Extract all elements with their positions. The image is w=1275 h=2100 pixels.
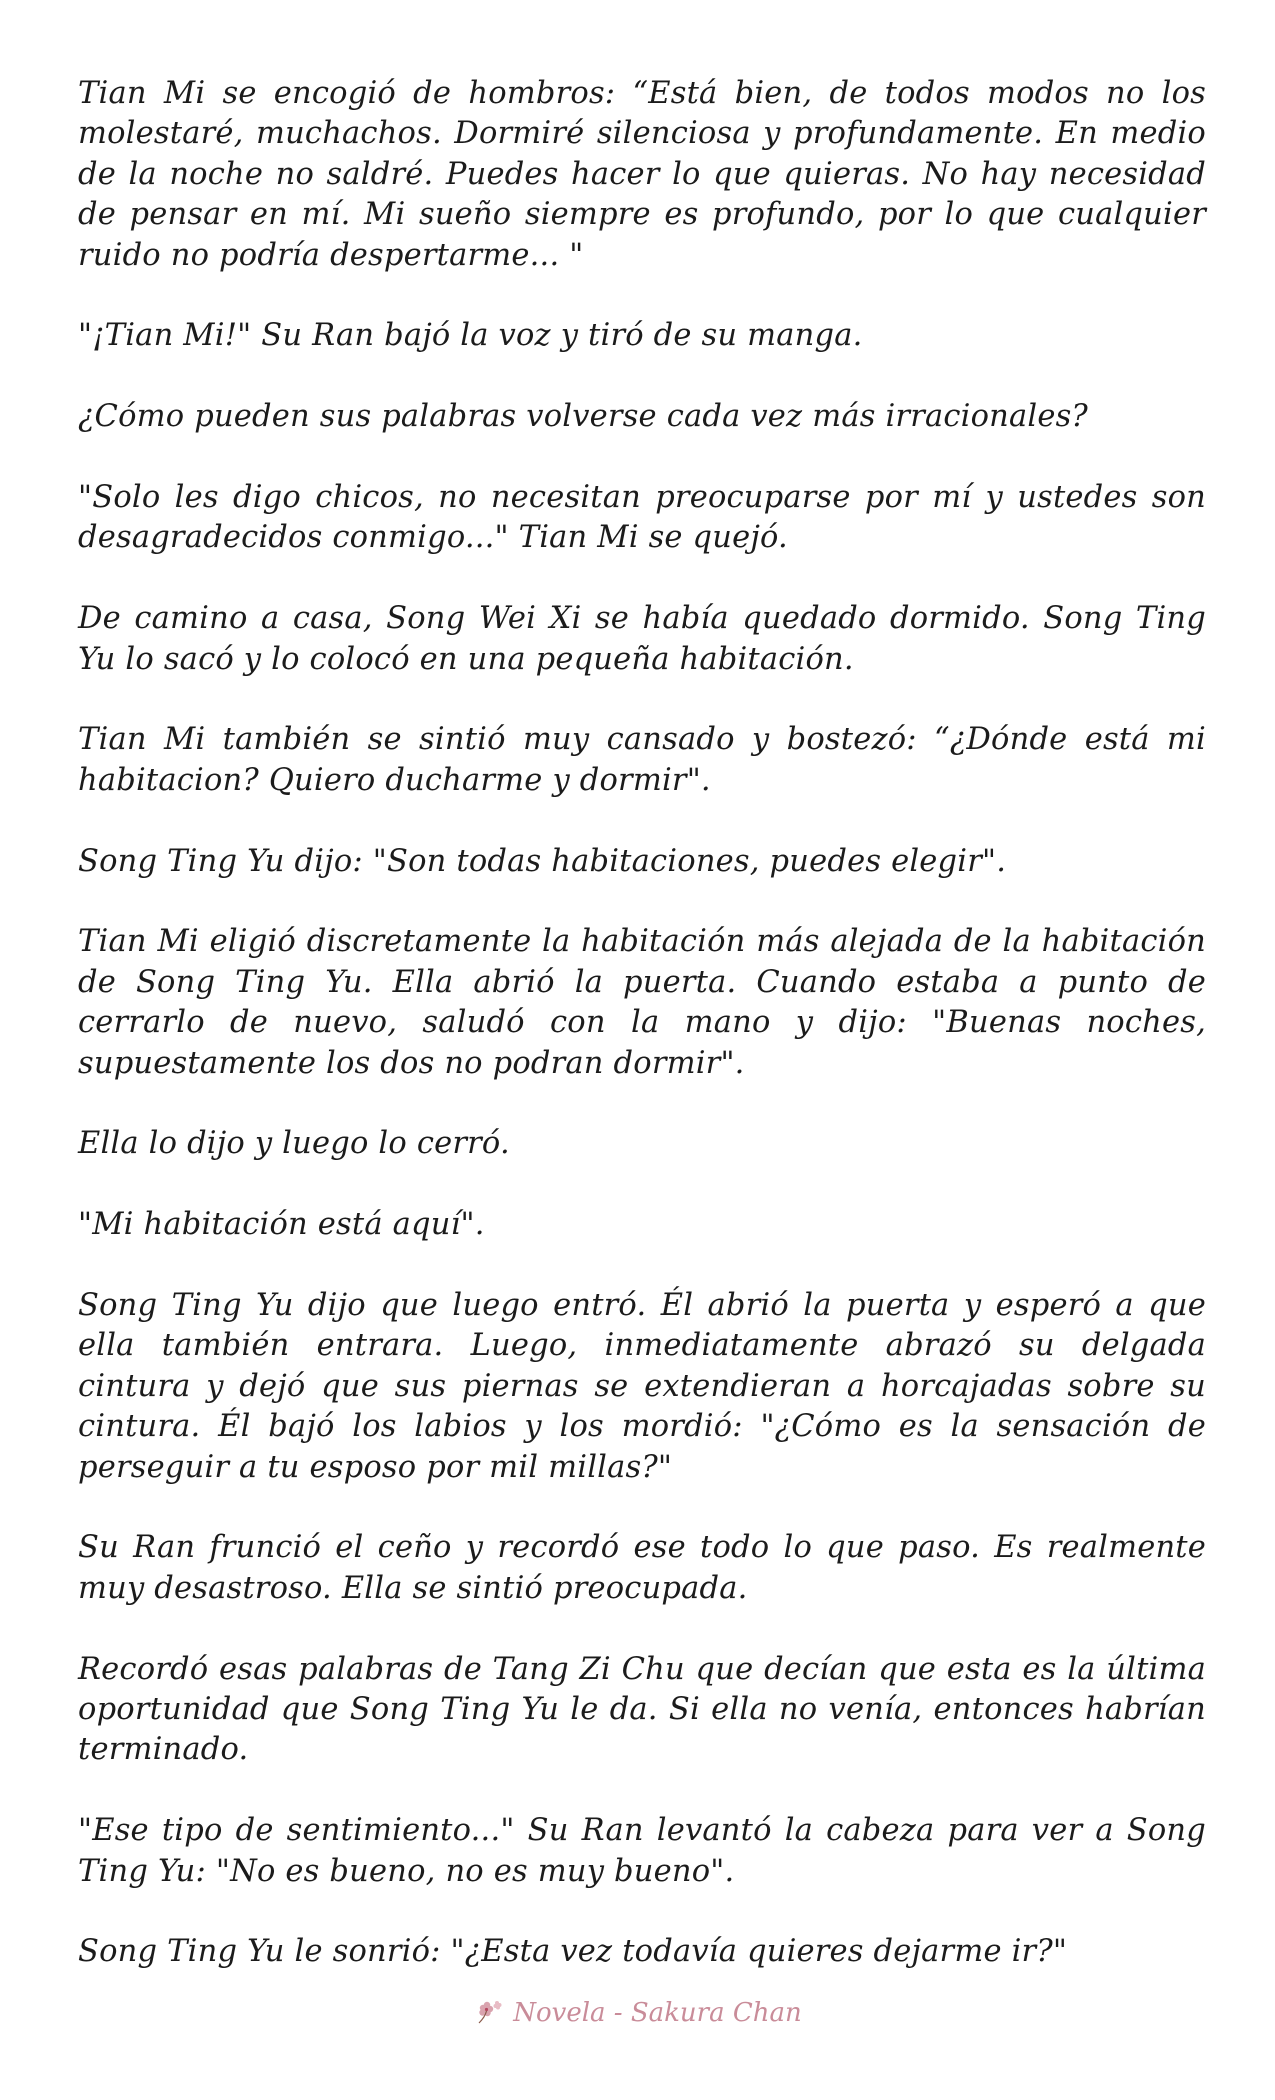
- paragraph: Tian Mi también se sintió muy cansado y bostezó: “¿Dónde está mi habitacion? Quiero ducharme y dormir".: [78, 722, 1206, 798]
- paragraph: Song Ting Yu dijo que luego entró. Él abrió la puerta y esperó a que ella también entrara. Luego, inmediatamente abrazó su delgada cintura y dejó que sus piernas se extendieran a horcajadas sobre su cintura. Él bajó los labios y los mordió: "¿Cómo es la sensación de perseguir a tu esposo por mil millas?": [78, 1288, 1206, 1485]
- footer-text: Novela - Sakura Chan: [513, 1998, 802, 2028]
- paragraph: Su Ran frunció el ceño y recordó ese todo lo que paso. Es realmente muy desastroso. Ella se sintió preocupada.: [78, 1530, 1206, 1606]
- paragraph: Tian Mi se encogió de hombros: “Está bien, de todos modos no los molestaré, muchachos. Dormiré silenciosa y profundamente. En medio de la noche no saldré. Puedes hacer lo que quieras. No hay necesidad de pensar en mí. Mi sueño siempre es profundo, por lo que cualquier ruido no podría despertarme... ": [78, 76, 1206, 273]
- sakura-flower-icon: [473, 1999, 507, 2025]
- paragraph: Ella lo dijo y luego lo cerró.: [78, 1126, 510, 1162]
- paragraph: Song Ting Yu le sonrió: "¿Esta vez todavía quieres dejarme ir?": [78, 1934, 1068, 1970]
- paragraph: "¡Tian Mi!" Su Ran bajó la voz y tiró de su manga.: [78, 318, 863, 354]
- paragraph: "Solo les digo chicos, no necesitan preocuparse por mí y ustedes son desagradecidos conmigo..." Tian Mi se quejó.: [78, 480, 1206, 556]
- paragraph: Recordó esas palabras de Tang Zi Chu que decían que esta es la última oportunidad que Song Ting Yu le da. Si ella no venía, entonces habrían terminado.: [78, 1651, 1206, 1768]
- paragraph: Tian Mi eligió discretamente la habitación más alejada de la habitación de Song Ting Yu. Ella abrió la puerta. Cuando estaba a punto de cerrarlo de nuevo, saludó con la mano y dijo: "Buenas noches, supuestamente los dos no podran dormir".: [78, 924, 1206, 1081]
- footer-watermark: [0, 1998, 1275, 2028]
- paragraph: ¿Cómo pueden sus palabras volverse cada vez más irracionales?: [78, 399, 1088, 435]
- paragraph: Song Ting Yu dijo: "Son todas habitaciones, puedes elegir".: [78, 843, 1007, 879]
- paragraph: "Mi habitación está aquí".: [78, 1207, 485, 1243]
- paragraph: "Ese tipo de sentimiento..." Su Ran levantó la cabeza para ver a Song Ting Yu: "No es bueno, no es muy bueno".: [78, 1813, 1206, 1889]
- document-body: [78, 74, 1206, 2013]
- paragraph: De camino a casa, Song Wei Xi se había quedado dormido. Song Ting Yu lo sacó y lo colocó en una pequeña habitación.: [78, 601, 1206, 677]
